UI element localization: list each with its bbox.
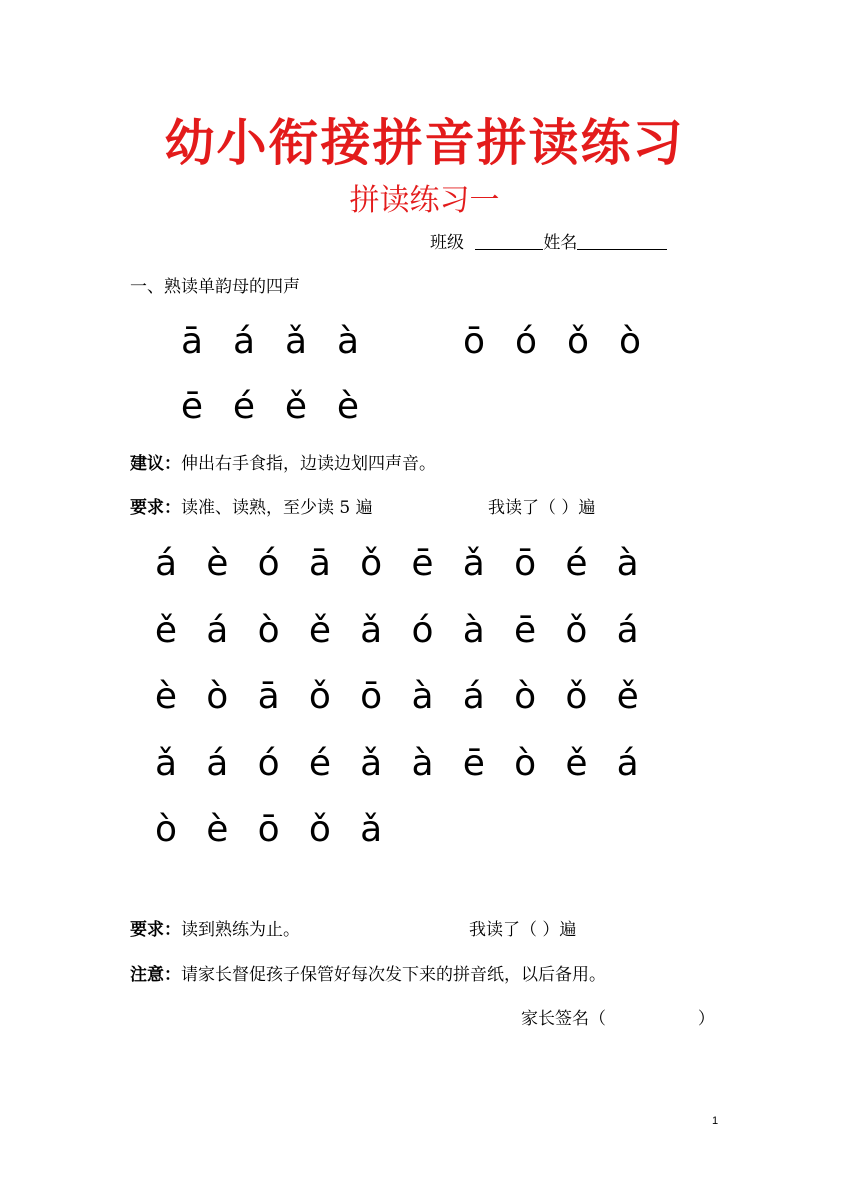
practice-syllable: ǎ: [360, 609, 383, 651]
practice-syllable: ě: [616, 676, 639, 717]
tone-syllable: à: [336, 321, 360, 362]
parent-signature: 家长签名（ ）: [521, 1009, 715, 1029]
suggestion-label: 建议：: [130, 454, 181, 474]
requirement-label: 要求：: [130, 498, 181, 518]
student-info: [430, 228, 667, 253]
tone-syllable: ō: [462, 321, 486, 362]
practice-syllable: ò: [206, 676, 229, 717]
practice-syllable: à: [616, 543, 639, 584]
practice-syllable: ó: [411, 609, 434, 651]
page-subtitle: 拼读练习一: [349, 183, 500, 218]
practice-syllable: ò: [154, 809, 178, 850]
practice-syllable: á: [462, 676, 485, 717]
read-count-2: 我读了（ ）遍: [469, 920, 577, 940]
practice-syllable: ǒ: [308, 809, 331, 850]
practice-syllable: à: [411, 676, 434, 717]
tone-syllable: ǎ: [284, 321, 308, 362]
name-label: 姓名: [543, 233, 578, 253]
practice-syllable: ā: [257, 676, 280, 717]
requirement-text: 读到熟练为止。: [181, 920, 300, 940]
practice-syllable: ǎ: [154, 742, 178, 784]
practice-syllable: á: [616, 609, 639, 651]
practice-syllable: ǎ: [360, 809, 383, 850]
practice-syllable: ě: [154, 609, 178, 651]
practice-syllable: ē: [514, 609, 537, 651]
tone-syllable: ǒ: [566, 321, 590, 362]
practice-syllable: ō: [360, 676, 383, 717]
tone-syllable: ē: [180, 386, 204, 427]
section-heading: 一、熟读单韵母的四声: [130, 277, 300, 297]
class-label: 班级: [430, 233, 464, 253]
tone-syllable: ò: [618, 321, 642, 362]
suggestion-line: [130, 449, 436, 474]
note-label: 注意：: [130, 965, 181, 985]
suggestion-text: 伸出右手食指，边读边划四声音。: [181, 454, 436, 474]
page-title: 幼小衔接拼音拼读练习: [164, 114, 685, 172]
tone-syllable: ó: [514, 321, 538, 362]
page-number: 1: [712, 1115, 719, 1127]
practice-syllable: è: [206, 543, 229, 584]
practice-syllable: ò: [514, 676, 537, 717]
practice-syllable: ē: [411, 543, 434, 584]
tone-syllable: á: [232, 321, 256, 362]
requirement-line-2: [130, 915, 300, 940]
practice-syllable: á: [616, 742, 639, 784]
read-count-1: 我读了（ ）遍: [488, 498, 596, 518]
tone-syllable: é: [232, 386, 256, 427]
practice-syllable: ē: [462, 742, 485, 784]
tone-syllable: è: [336, 386, 360, 427]
practice-syllable: ó: [257, 543, 280, 584]
practice-syllable: à: [411, 742, 434, 784]
note-line: [130, 960, 606, 985]
practice-syllable: ǒ: [565, 609, 588, 651]
practice-syllable: ě: [565, 742, 588, 784]
practice-syllable: ā: [308, 543, 331, 584]
practice-syllable: ǎ: [462, 543, 485, 584]
practice-syllable: à: [462, 609, 485, 651]
name-blank[interactable]: [577, 233, 667, 250]
note-text: 请家长督促孩子保管好每次发下来的拼音纸，以后备用。: [181, 965, 606, 985]
practice-syllable: á: [154, 543, 178, 584]
practice-syllable: ǎ: [360, 742, 383, 784]
practice-syllable: è: [154, 676, 178, 717]
practice-syllable: è: [206, 809, 229, 850]
practice-syllable: ǒ: [308, 676, 331, 717]
tone-syllable: ě: [284, 386, 308, 427]
practice-syllable: ǒ: [565, 676, 588, 717]
practice-syllable: ō: [257, 809, 280, 850]
class-blank[interactable]: [475, 233, 543, 250]
practice-syllable: ò: [514, 742, 537, 784]
practice-syllable: ǒ: [360, 543, 383, 584]
practice-syllable: é: [308, 742, 331, 784]
practice-syllable: ò: [257, 609, 280, 651]
tone-syllable: ā: [180, 321, 204, 362]
practice-syllable: ō: [514, 543, 537, 584]
practice-syllable: á: [206, 742, 229, 784]
practice-syllable: á: [206, 609, 229, 651]
requirement-text: 读准、读熟，至少读 5 遍: [181, 498, 373, 518]
requirement-line-1: [130, 493, 373, 518]
practice-syllable: ě: [308, 609, 331, 651]
practice-syllable: é: [565, 543, 588, 584]
practice-syllable: ó: [257, 742, 280, 784]
requirement-label: 要求：: [130, 920, 181, 940]
